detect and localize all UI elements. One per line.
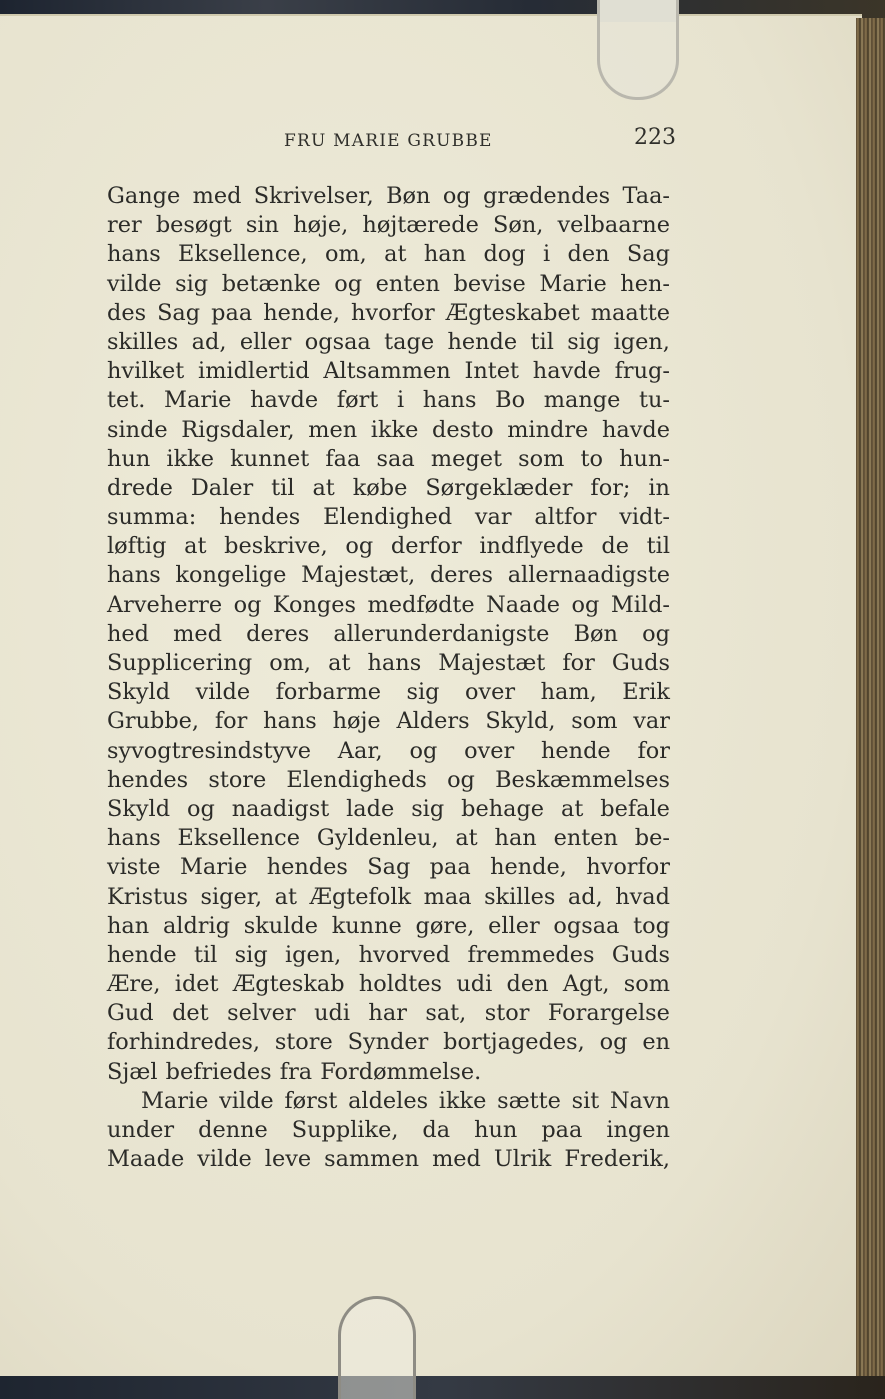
- text-line: Maade vilde leve sammen med Ulrik Frederik,: [107, 1146, 670, 1173]
- page-edge-stack: [856, 18, 885, 1380]
- page-number: 223: [634, 125, 676, 150]
- text-line: Skyld vilde forbarme sig over ham, Erik: [107, 679, 670, 706]
- text-line: hans Eksellence Gyldenleu, at han enten be-: [107, 825, 670, 852]
- text-line: Gange med Skrivelser, Bøn og grædendes Taa-: [107, 183, 670, 209]
- text-line: hed med deres allerunderdanigste Bøn og: [107, 620, 670, 647]
- text-line: Ære, idet Ægteskab holdtes udi den Agt, som: [107, 971, 670, 998]
- page-clip-top: [597, 0, 679, 100]
- text-line: Kristus siger, at Ægtefolk maa skilles ad, hvad: [107, 883, 670, 910]
- body-text: [107, 182, 670, 1174]
- text-line: summa: hendes Elendighed var altfor vidt-: [107, 504, 670, 531]
- text-line: syvogtresindstyve Aar, og over hende for: [107, 737, 670, 764]
- text-line: løftig at beskrive, og derfor indflyede de til: [107, 533, 670, 560]
- page-clip-bottom: [338, 1296, 416, 1399]
- text-line: Marie vilde først aldeles ikke sætte sit Navn: [141, 1087, 670, 1114]
- text-line: hans kongelige Majestæt, deres allernaadigste: [107, 562, 670, 589]
- text-line: hvilket imidlertid Altsammen Intet havde frug-: [107, 358, 670, 385]
- text-line: des Sag paa hende, hvorfor Ægteskabet maatte: [107, 299, 670, 326]
- text-line: tet. Marie havde ført i hans Bo mange tu-: [107, 387, 670, 414]
- text-line: hende til sig igen, hvorved fremmedes Guds: [107, 941, 670, 968]
- text-line: Supplicering om, at hans Majestæt for Guds: [107, 650, 670, 676]
- text-line: hans Eksellence, om, at han dog i den Sag: [107, 241, 670, 268]
- text-line: Arveherre og Konges medfødte Naade og Mild-: [107, 591, 670, 618]
- text-line: hun ikke kunnet faa saa meget som to hun-: [107, 445, 670, 472]
- text-line: under denne Supplike, da hun paa ingen: [107, 1117, 670, 1143]
- text-line: Gud det selver udi har sat, stor Forargelse: [107, 1000, 670, 1027]
- scan-bottom-border: [0, 1376, 885, 1399]
- text-line: rer besøgt sin høje, højtærede Søn, velbaarne: [107, 212, 670, 239]
- text-line: Grubbe, for hans høje Alders Skyld, som var: [107, 708, 670, 735]
- text-line: forhindredes, store Synder bortjagedes, og en: [107, 1029, 670, 1056]
- text-line: Skyld og naadigst lade sig behage at befale: [107, 795, 670, 822]
- text-line: hendes store Elendigheds og Beskæmmelses: [107, 766, 670, 793]
- text-line: viste Marie hendes Sag paa hende, hvorfor: [107, 854, 670, 881]
- text-line: Sjæl befriedes fra Fordømmelse.: [107, 1058, 482, 1085]
- text-line: skilles ad, eller ogsaa tage hende til sig igen,: [107, 328, 670, 355]
- text-line: vilde sig betænke og enten bevise Marie hen-: [107, 270, 670, 297]
- text-line: han aldrig skulde kunne gøre, eller ogsaa tog: [107, 912, 670, 939]
- text-line: sinde Rigsdaler, men ikke desto mindre havde: [107, 416, 670, 443]
- text-line: drede Daler til at købe Sørgeklæder for; in: [107, 474, 670, 501]
- running-title: FRU MARIE GRUBBE: [284, 131, 493, 151]
